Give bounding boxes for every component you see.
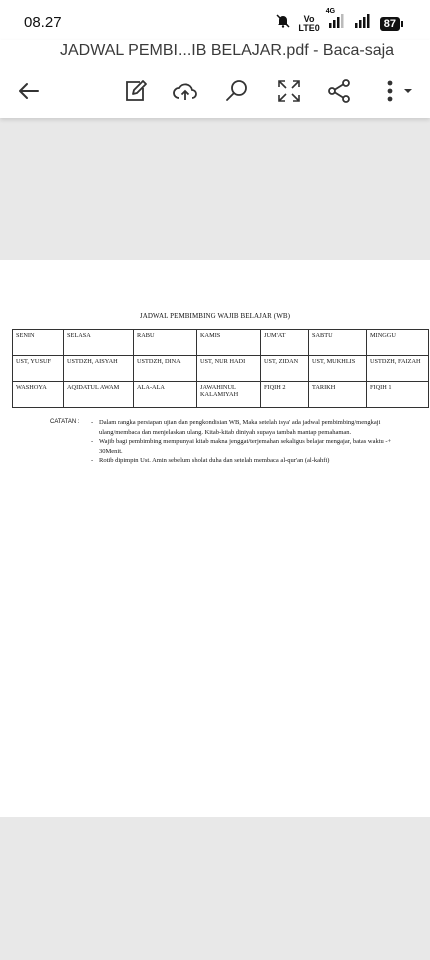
note-text: Rotib dipimpin Ust. Amin sebelum sholat duha dan setelah membaca al-qur'an (al-kahfi) bbox=[99, 457, 330, 464]
more-options-button[interactable] bbox=[378, 76, 418, 106]
table-cell: SELASA bbox=[64, 330, 134, 356]
table-cell: UST, YUSUF bbox=[13, 356, 64, 382]
signal-4g-icon bbox=[325, 8, 346, 33]
note-item bbox=[50, 437, 410, 456]
table-header-row bbox=[13, 330, 429, 356]
share-icon bbox=[326, 78, 352, 104]
table-cell: AQIDATUL AWAM bbox=[64, 382, 134, 408]
volte-top-label: Vo bbox=[303, 13, 315, 24]
status-icons bbox=[276, 8, 400, 33]
table-cell: SENIN bbox=[13, 330, 64, 356]
table-cell: UST, NUR HADI bbox=[197, 356, 261, 382]
table-cell: WASHOYA bbox=[13, 382, 64, 408]
upload-button[interactable] bbox=[170, 76, 200, 106]
note-text: Wajib bagi pembimbing mempunyai kitab makna jenggat/terjemahan sekaligus belajar mengajar, batas waktu -+ 30Menit. bbox=[99, 438, 392, 455]
back-arrow-icon bbox=[16, 78, 42, 104]
search-icon bbox=[224, 78, 250, 104]
status-time: 08.27 bbox=[24, 14, 62, 31]
table-cell: USTDZH, AISYAH bbox=[64, 356, 134, 382]
table-cell: UST, MUKHLIS bbox=[309, 356, 367, 382]
network-label: 4G bbox=[325, 8, 336, 15]
note-item bbox=[50, 456, 410, 466]
table-cell: JUM'AT bbox=[261, 330, 309, 356]
table-cell: SABTU bbox=[309, 330, 367, 356]
more-vert-icon bbox=[380, 78, 416, 104]
table-cell: TARIKH bbox=[309, 382, 367, 408]
volte-icon bbox=[298, 15, 319, 33]
document-title: JADWAL PEMBI...IB BELAJAR.pdf - Baca-saja bbox=[60, 42, 395, 59]
notes-label: CATATAN : bbox=[50, 419, 80, 425]
signal-icon bbox=[354, 14, 372, 33]
table-cell: FIQIH 1 bbox=[367, 382, 429, 408]
mute-icon bbox=[276, 14, 290, 33]
notes-section bbox=[50, 418, 410, 466]
schedule-table bbox=[12, 329, 429, 408]
table-cell: UST, ZIDAN bbox=[261, 356, 309, 382]
volte-bottom-label: LTE0 bbox=[298, 22, 320, 33]
app-bar bbox=[0, 40, 430, 118]
table-row bbox=[13, 382, 429, 408]
share-button[interactable] bbox=[324, 76, 354, 106]
bullet-dash: - bbox=[91, 419, 94, 426]
edit-icon bbox=[122, 78, 148, 104]
search-button[interactable] bbox=[222, 76, 252, 106]
table-cell: MINGGU bbox=[367, 330, 429, 356]
table-cell: RABU bbox=[134, 330, 197, 356]
cloud-upload-icon bbox=[172, 78, 198, 104]
document-heading: JADWAL PEMBIMBING WAJIB BELAJAR (WB) bbox=[139, 312, 291, 320]
fullscreen-icon bbox=[276, 78, 302, 104]
pdf-page bbox=[0, 260, 430, 817]
note-text: Dalam rangka persiapan ujian dan pengkondisian WB, Maka setelah isya' ada jadwal pembimbing/mengkaji ulang/membaca dan menjelaskan ulang. Kitab-kitab diniyah supaya tambah mantap pemahaman. bbox=[99, 419, 381, 436]
edit-button[interactable] bbox=[120, 76, 150, 106]
table-cell: JAWAHINUL KALAMIYAH bbox=[197, 382, 261, 408]
table-cell: USTDZH, FAIZAH bbox=[367, 356, 429, 382]
battery-icon: 87 bbox=[380, 17, 400, 31]
back-button[interactable] bbox=[14, 76, 44, 106]
table-cell: FIQIH 2 bbox=[261, 382, 309, 408]
status-bar bbox=[0, 0, 430, 40]
table-row bbox=[13, 356, 429, 382]
bullet-dash: - bbox=[91, 457, 94, 464]
table-cell: USTDZH, DINA bbox=[134, 356, 197, 382]
fullscreen-button[interactable] bbox=[274, 76, 304, 106]
table-cell: ALA-ALA bbox=[134, 382, 197, 408]
table-cell: KAMIS bbox=[197, 330, 261, 356]
bullet-dash: - bbox=[91, 438, 94, 445]
note-item bbox=[50, 418, 410, 437]
